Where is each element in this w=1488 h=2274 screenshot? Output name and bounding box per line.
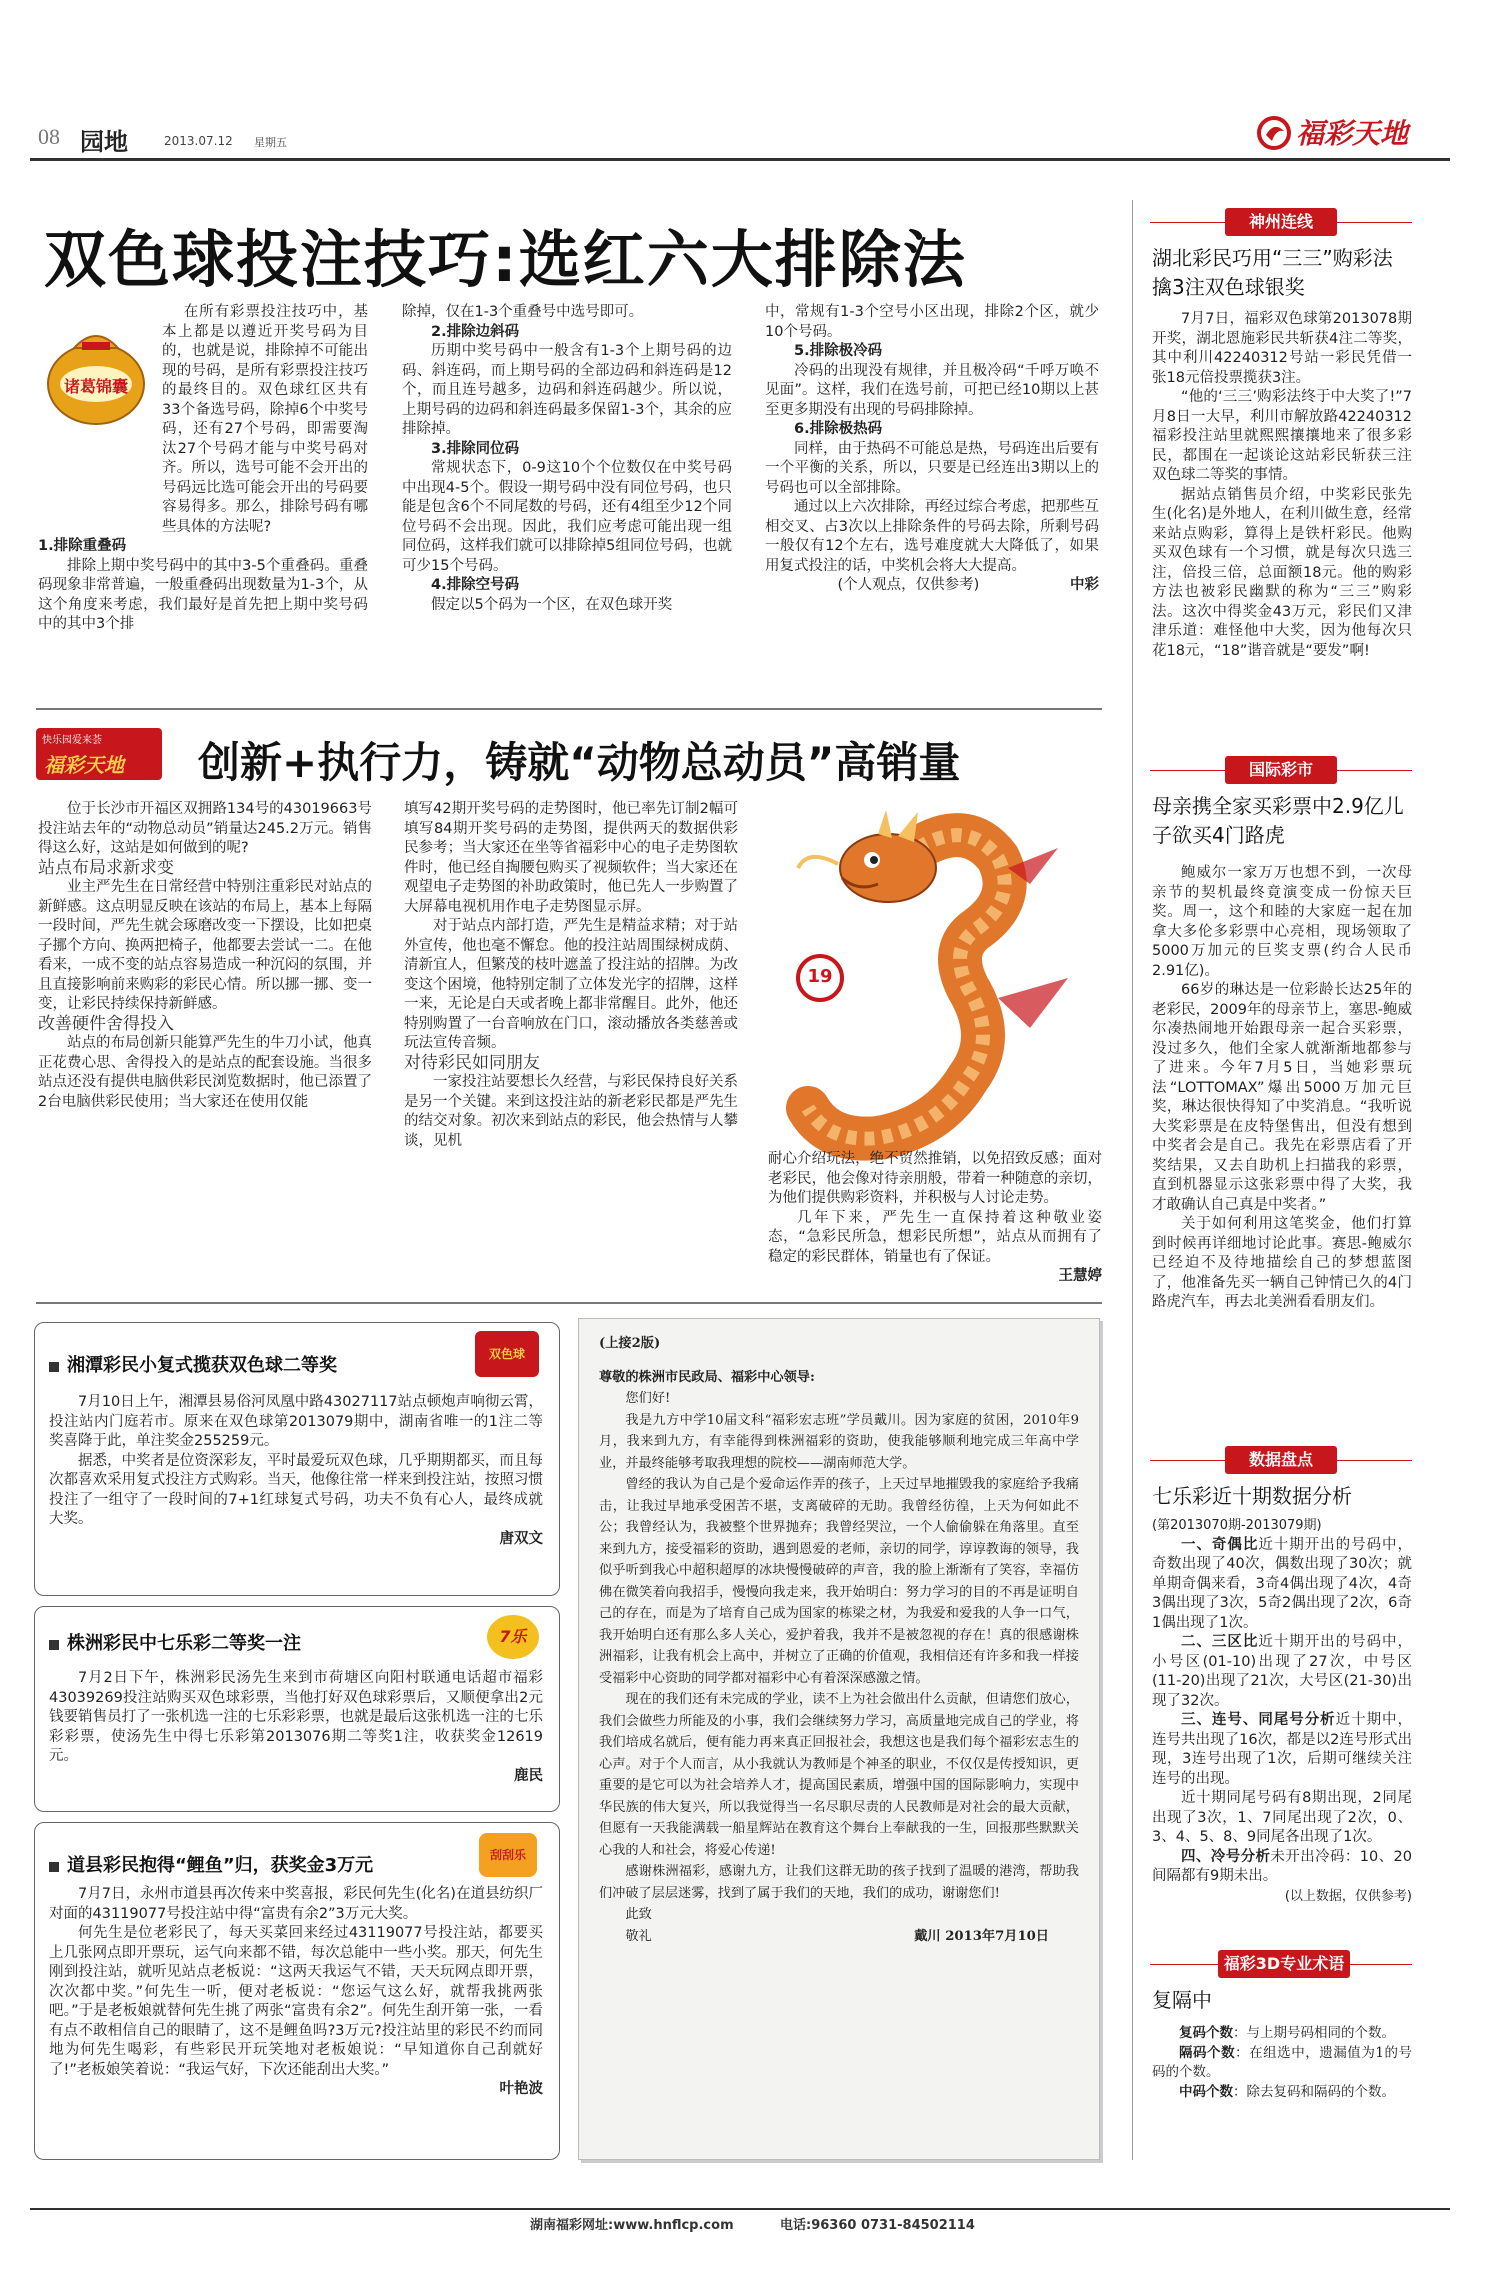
section-name: 园地 [80, 128, 128, 156]
tag-shenzhou: 神州连线 [1225, 208, 1337, 236]
box-daoxian-text2: 何先生是位老彩民了，每天买菜回来经过43119077号投注站，都要买上几张网点即开票玩，运气向来都不错，每次总能中一些小奖。那天，何先生刚到投注站，就听见站点老板说：“这两天我运气不错，天天玩网点即开票，次次都中奖。”何先生一听，便对老板说：“您运气这么好，就帮我挑两张吧。”于是老板娘就替何先生挑了两张“富贵有余2”。何先生刮开第一张，一看有点不敢相信自己的眼睛了，这不是鲤鱼吗?3万元?投注站里的彩民不约而同地为何先生喝彩，有些彩民开玩笑地对老板娘说：“早知道你自己刮就好了!”老板娘笑着说：“我运气好，下次还能刮出大奖。” [49, 1925, 543, 2078]
box-xiangtan [34, 1322, 560, 1596]
article2-author: 王慧婷 [1058, 1268, 1102, 1284]
article2-divider [36, 1302, 1102, 1304]
box-daoxian-title: 道县彩民抱得“鲤鱼”归，获奖金3万元 [67, 1855, 374, 1876]
s2-p2: 66岁的琳达是一位彩龄长达25年的老彩民，2009年的母亲节上，塞思-鲍威尔凑热闹地开始跟母亲一起合买彩票，没过多久，他们全家人就渐渐地都参与了进来。今年7月5日，当她彩票玩法“LOTTOMAX”爆出5000万加元巨奖，琳达很快得知了中奖消息。“我听说大奖彩票是在皮特堡售出，但没有想到中奖者会是自己。我先在彩票店看了开奖结果，又去自助机上扫描我的彩票，直到机器显示这张彩票中得了大奖，我才敢确认自己真是中奖者。” [1152, 982, 1412, 1213]
box-daoxian-text1: 7月7日，永州市道县再次传来中奖喜报，彩民何先生(化名)在道县纺织厂对面的43119077号投注站中得“富贵有余2”3万元大奖。 [49, 1886, 543, 1922]
s3-item-4-text: 近十期同尾号码有8期出现，2同尾出现了3次，1、7同尾出现了2次，0、3、4、5、8、9同尾各出现了1次。 [1152, 1790, 1412, 1845]
s3-item-1-text: 近十期开出的号码中，奇数出现了40次，偶数出现了30次；就单期奇偶来看，3奇4偶出现了4次，4奇3偶出现了3次，5奇2偶出现了2次，6奇1偶出现了1次。 [1152, 1536, 1413, 1631]
s4-item-3-label: 中码个数 [1179, 2083, 1233, 2100]
box-daoxian-author: 叶艳波 [499, 2081, 543, 2097]
letter-paragraph-4: 感谢株洲福彩，感谢九方，让我们这群无助的孩子找到了温暖的港湾，帮助我们冲破了层层迷雾，找到了属于我们的天地，我们的成功，谢谢您们! [599, 1864, 1079, 1901]
s3-title: 七乐彩近十期数据分析 [1152, 1484, 1352, 1508]
s4-item-3-text: ：除去复码和隔码的个数。 [1233, 2083, 1395, 2100]
box-xiangtan-author: 唐双文 [499, 1530, 543, 1547]
article2-col2-p2: 对于站点内部打造，严先生是精益求精；对于站外宣传，他也毫不懈怠。他的投注站周围绿树成荫、清新宜人，但繁茂的枝叶遮盖了投注站的招牌。为改变这个困境，他特别定制了立体发光字的招牌，这样一来，无论是白天或者晚上都非常醒目。此外，他还特别购置了一台音响放在门口，滚动播放各类慈善或玩法宣传音频。 [404, 918, 738, 1051]
s1-title: 湖北彩民巧用“三三”购彩法擒3注双色球银奖 [1152, 246, 1393, 299]
article1-col2-p1: 除掉，仅在1-3个重叠号中选号即可。 [402, 304, 644, 320]
box-daoxian [34, 1822, 560, 2160]
s1-p2: “他的‘三三’购彩法终于中大奖了!”7月8日一大早，利川市解放路42240312福彩投注站里就熙熙攘攘地来了很多彩民，都围在一起谈论这站彩民斩获三注双色球二等奖的事情。 [1152, 389, 1412, 483]
article1-note-text: (个人观点，仅供参考) [837, 577, 980, 593]
article1-intro: 在所有彩票投注技巧中，基本上都是以遵近开奖号码为目的，也就是说，排除掉不可能出现的号码，是所有彩票投注技巧的最终目的。双色球红区共有33个备选号码，除掉6个中奖号码，还有27个号码，即需要淘汰27个号码才能与中奖号码对齐。所以，选号可能不会开出的号码远比选可能会开出的号码要容易得多。那么，排除号码有哪些具体的方法呢? [162, 304, 368, 535]
s4-item-2 [1152, 2044, 1412, 2083]
s2-title: 母亲携全家买彩票中2.9亿儿子欲买4门路虎 [1152, 794, 1404, 847]
s4-item-2-label: 隔码个数 [1179, 2044, 1236, 2061]
tag-guoji: 国际彩市 [1225, 756, 1337, 784]
s3-item-5 [1152, 1848, 1412, 1887]
box-zhuzhou-body [49, 1669, 543, 1786]
article1-col3-p2: 冷码的出现没有规律，并且极冷码“千呼万唤不见面”。这样，我们在选号前，可把已经10期以上甚至更多期没有出现的号码排除掉。 [765, 362, 1099, 418]
s4-item-1-text: ：与上期号码相同的个数。 [1233, 2025, 1395, 2041]
article1-note [765, 576, 1099, 596]
s3-item-5-label: 四、冷号分析 [1181, 1848, 1271, 1865]
tag-3d-terms: 福彩3D专业术语 [1218, 1950, 1350, 1978]
happy-garden-logo [36, 728, 162, 780]
box-daoxian-title-row [49, 1851, 373, 1877]
article1-col2-p4: 假定以5个码为一个区，在双色球开奖 [431, 596, 673, 613]
s3-item-2-label: 二、三区比 [1181, 1634, 1259, 1650]
article1-col2-p2: 历期中奖号码中一般含有1-3个上期号码的边码、斜连码，而上期号码的全部边码和斜连码是12个，而且连号越多，边码和斜连码越少。所以说，上期号码的边码和斜连码最多保留1-3个，其余的应排除掉。 [402, 343, 732, 437]
footer-phone: 电话:96360 0731-84502114 [780, 2218, 975, 2233]
letter-signature: 戴川 2013年7月10日 [914, 1928, 1049, 1944]
letter-paragraph-3: 现在的我们还有未完成的学业，读不上为社会做出什么贡献，但请您们放心，我们会做些力所能及的小事，我们会继续努力学习，高质量地完成自己的学业，将我们培成名就后，便有能力再来真正回报社会，我想这也是我们每个福彩宏志生的心声。对于个人而言，从小我就认为教师是个神圣的职业，不仅仅是传授知识，更重要的是它可以为社会培养人才，提高国民素质，增强中国的国际影响力，实现中华民族的伟大复兴，所以我觉得当一名尽职尽责的人民教师是对社会的最大贡献，但愿有一天我能满载一船星辉站在教育这个舞台上奉献我的一生，回报那些默默关心我的人和社会，将爱心传递! [599, 1692, 1079, 1858]
box-xiangtan-title-row [49, 1351, 337, 1377]
box-daoxian-body [49, 1885, 543, 2100]
box-xiangtan-body [49, 1393, 543, 1549]
thank-you-letter [578, 1318, 1100, 2160]
article-divider [36, 708, 1102, 710]
article1-col3-p4: 通过以上六次排除，再经过综合考虑，把那些互相交叉、占3次以上排除条件的号码去除，所剩号码一般仅有12个左右，选号难度就大大降低了，如果用复式投注的话，中奖机会将大大提高。 [765, 499, 1099, 574]
box-zhuzhou-text: 7月2日下午，株洲彩民汤先生来到市荷塘区向阳村联通电话超市福彩43039269投注站购买双色球彩票，当他打好双色球彩票后，又顺便拿出2元钱要销售员打了一张机选一注的七乐彩彩票，也就是最后这张机选一注的七乐彩彩票，使汤先生中得七乐彩第2013076期二等奖1注，收获奖金12619元。 [49, 1670, 543, 1764]
letter-paragraph-2: 曾经的我认为自己是个爱命运作弄的孩子，上天过早地摧毁我的家庭给予我痛击，让我过早地承受困苦不堪，支离破碎的无助。我曾经彷徨，上天为何如此不公；我曾经认为，我被整个世界抛弃；我曾经哭泣，一个人偷偷躲在角落里。直至来到九方，接受福彩的资助，遇到恩爱的老师，亲切的同学，谆谆教诲的领导，我似乎听到我心中超积超厚的冰块慢慢破碎的声音，我的脸上渐渐有了笑容，幸福仿佛在微笑着向我招手，慢慢向我走来，我开始明白：努力学习的目的不再是证明自己的存在，而是为了培育自己成为国家的栋梁之材，为我爱和爱我的人争一口气，我开始明白还有那么多人关心，爱护着我，我并不是被忽视的存在！真的很感谢株洲福彩，让我有机会上高中，并树立了正确的价值观，我相信还有许多和我一样接受福彩中心资助的同学都对福彩中心有着深深感激之情。 [599, 1477, 1079, 1686]
article2-heading1: 站点布局求新求变 [38, 857, 174, 878]
s1-body [1152, 310, 1412, 661]
issue-date: 2013.07.12 [164, 134, 233, 148]
article1-col2 [402, 303, 732, 615]
article1-sub4: 4.排除空号码 [431, 577, 520, 593]
s4-title: 复隔中 [1152, 1988, 1212, 2012]
article1-sub2: 2.排除边斜码 [431, 323, 520, 340]
s3-body [1152, 1516, 1412, 1906]
s3-item-2-text: 近十期开出的号码中，小号区(01-10)出现了27次，中号区(11-20)出现了21次，大号区(21-30)出现了32次。 [1152, 1634, 1413, 1709]
article2-col1-p1: 位于长沙市开福区双拥路134号的43019663号投注站去年的“动物总动员”销量达245.2万元。销售得这么好，这站是如何做到的呢? [38, 801, 372, 856]
article2-heading3: 对待彩民如同朋友 [404, 1052, 540, 1073]
box-zhuzhou-title-row [49, 1629, 301, 1655]
guaguale-badge: 刮刮乐 [479, 1833, 537, 1877]
article2-col2 [404, 800, 738, 1151]
happy-garden-logo-top: 快乐园爱来荟 [42, 735, 102, 746]
s3-item-2 [1152, 1633, 1412, 1711]
footer-rule [30, 2208, 1450, 2210]
box-xiangtan-text1: 7月10日上午，湘潭县易俗河凤凰中路43027117站点顿炮声响彻云霄，投注站内门庭若市。原来在双色球第2013079期中，湖南省唯一的1注二等奖喜降于此，单注奖金255259元。 [49, 1394, 543, 1449]
happy-garden-logo-main: 福彩天地 [44, 753, 124, 777]
s4-item-3 [1152, 2083, 1412, 2103]
article2-col3-p1: 耐心介绍玩法，绝不贸然推销，以免招致反感；面对老彩民，他会像对待亲朋般，带着一种随意的亲切，为他们提供购彩资料，并积极与人讨论走势。 [768, 1151, 1102, 1206]
s4-body [1152, 2024, 1412, 2102]
article1-col1-p2: 排除上期中奖号码中的其中3-5个重叠码。重叠码现象非常普遍，一般重叠码出现数量为1-3个，从这个角度来考虑，我们最好是首先把上期中奖号码中的其中3个排 [38, 557, 368, 632]
s3-item-5-text: 未开出冷码：10、20间隔都有9期未出。 [1152, 1848, 1413, 1884]
right-column-rule [1132, 200, 1133, 2160]
letter-closing1: 此致 [625, 1907, 652, 1922]
box-xiangtan-title: 湘潭彩民小复式揽获双色球二等奖 [67, 1355, 337, 1376]
article1-sub6: 6.排除极热码 [794, 421, 883, 437]
letter-closing2: 敬礼 [625, 1928, 652, 1944]
issue-weekday: 星期五 [254, 136, 287, 149]
article1-sub1: 1.排除重叠码 [38, 538, 127, 554]
letter-closing-row [599, 1926, 1079, 1948]
article1-col3-p3: 同样，由于热码不可能总是热，号码连出后要有一个平衡的关系，所以，只要是已经连出3期以上的号码也可以全部排除。 [765, 440, 1099, 496]
bullet-icon [49, 1362, 59, 1372]
article2-col3 [768, 1150, 1102, 1287]
s3-note: (以上数据，仅供参考) [1284, 1888, 1412, 1904]
letter-salutation: 尊敬的株洲市民政局、福彩中心领导: [599, 1369, 815, 1385]
box-zhuzhou-title: 株洲彩民中七乐彩二等奖一注 [67, 1633, 301, 1654]
article2-col3-p2: 几年下来，严先生一直保持着这种敬业姿态，“急彩民所急，想彩民所想”，站点从而拥有了稳定的彩民群体，销量也有了保证。 [768, 1209, 1102, 1265]
article1-col2-p3: 常规状态下，0-9这10个个位数仅在中奖号码中出现4-5个。假设一期号码中没有同位号码，也只能是包含6个不同尾数的号码，还有4组至少12个同位号码不会出现。因此，我们应考虑可能出现一组同位码，这样我们就可以排除掉5组同位号码，也就可少15个号码。 [402, 460, 732, 574]
article2-title: 创新+执行力，铸就“动物总动员”高销量 [198, 738, 961, 787]
article1-sub3: 3.排除同位码 [431, 440, 520, 457]
article2-col2-p1: 填写42期开奖号码的走势图时，他已率先订制2幅可填写84期开奖号码的走势图，提供两天的数据供彩民参考；当大家还在坐等省福彩中心的电子走势图软件时，他已经自掏腰包购买了视频软件；当大家还在观望电子走势图的补助政策时，他已先人一步购置了大屏幕电视机用作电子走势图显示屏。 [404, 801, 738, 915]
s3-item-3-text: 近十期中，连号共出现了16次，都是以2连号形式出现，3连号出现了1次，后期可继续关注连号的出现。 [1152, 1712, 1413, 1787]
ssq-badge: 双色球 [475, 1331, 539, 1377]
zhuge-badge-text: 诸葛锦囊 [63, 377, 128, 396]
box-zhuzhou-author: 鹿民 [514, 1767, 543, 1784]
header-rule [30, 158, 1450, 161]
s3-item-3 [1152, 1711, 1412, 1789]
qile-badge: 7乐 [487, 1615, 539, 1659]
s1-p3: 据站点销售员介绍，中奖彩民张先生(化名)是外地人，在利川做生意，经常来站点购彩，算得上是铁杆彩民。他购买双色球有一个习惯，就是每次只选三注，倍投三倍，总面额18元。他的购彩方法也被彩民幽默的称为“三三”购彩法。这次中得奖金43万元，彩民们又津津乐道：难怪他中大奖，因为他每次只花18元，“18”谐音就是“要发”啊! [1152, 486, 1412, 659]
s3-item-3-label: 三、连号、同尾号分析 [1181, 1712, 1336, 1728]
article2-heading2: 改善硬件舍得投入 [38, 1013, 174, 1034]
article1-col1 [38, 303, 368, 635]
bullet-icon [49, 1862, 59, 1872]
s3-item-1-label: 一、奇偶比 [1181, 1536, 1259, 1553]
s4-item-1 [1152, 2024, 1412, 2044]
article2-col2-p3: 一家投注站要想长久经营，与彩民保持良好关系是另一个关键。来到这投注站的新老彩民都是严先生的结交对象。初次来到站点的彩民，他会热情与人攀谈，见机 [404, 1074, 738, 1149]
article2-col1 [38, 800, 372, 1112]
footer-site: 湖南福彩网址:www.hnflcp.com [530, 2218, 734, 2233]
s1-p1: 7月7日，福彩双色球第2013078期开奖，湖北恩施彩民共斩获4注二等奖，其中利川42240312号站一彩民凭借一张18元倍投票揽获3注。 [1152, 311, 1412, 386]
article2-col1-p2: 业主严先生在日常经营中特别注重彩民对站点的新鲜感。这点明显反映在该站的布局上，基本上每隔一段时间，严先生就会琢磨改变一下摆设，比如把桌子挪个方向、换两把椅子，他都要去尝试一二。在他看来，一成不变的站点容易造成一种沉闷的氛围，并且直接影响前来购彩的彩民心情。所以挪一挪、变一变，让彩民持续保持新鲜感。 [38, 879, 372, 1012]
tag-shuju: 数据盘点 [1225, 1446, 1337, 1474]
s2-body [1152, 864, 1412, 1313]
article1-sub5: 5.排除极冷码 [794, 343, 883, 359]
article1-col3 [765, 303, 1099, 596]
brand-logo-icon [1256, 115, 1292, 151]
dragon-illustration [768, 808, 1102, 1168]
bullet-icon [49, 1640, 59, 1650]
s2-p1: 鲍威尔一家万万也想不到，一次母亲节的契机最终竟演变成一份惊天巨奖。周一，这个和睦的大家庭一起在加拿大多伦多彩票中心亮相，现场领取了5000万加元的巨奖支票(约合人民币2.91亿)。 [1152, 865, 1412, 979]
page-number: 08 [38, 124, 60, 149]
s3-item-4 [1152, 1789, 1412, 1848]
letter-paragraph-1: 我是九方中学10届文科“福彩宏志班”学员戴川。因为家庭的贫困，2010年9月，我来到九方，有幸能得到株洲福彩的资助，使我能够顺利地完成三年高中学业，并最终能够考取我理想的院校——湖南师范大学。 [599, 1412, 1079, 1471]
letter-continued: (上接2版) [599, 1336, 661, 1351]
box-zhuzhou [34, 1606, 560, 1812]
letter-body [579, 1319, 1099, 1961]
s2-p3: 关于如何利用这笔奖金，他们打算到时候再详细地讨论此事。赛思-鲍威尔已经迫不及待地描绘自己的梦想蓝图了，他准备先买一辆自己钟情已久的4门路虎汽车，再去北美洲看看朋友们。 [1152, 1216, 1412, 1310]
s3-range: (第2013070期-2013079期) [1152, 1518, 1322, 1533]
s4-item-1-label: 复码个数 [1179, 2025, 1233, 2041]
s4-item-2-text: ：在组选中，遗漏值为1的号码的个数。 [1152, 2044, 1413, 2080]
article1-col3-p1: 中，常规有1-3个空号小区出现，排除2个区，就少10个号码。 [765, 304, 1099, 340]
article2-col1-p3: 站点的布局创新只能算严先生的牛刀小试，他真正花费心思、舍得投入的是站点的配套设施。当很多站点还没有提供电脑供彩民浏览数据时，他已添置了2台电脑供彩民使用；当大家还在使用仅能 [38, 1035, 372, 1110]
article1-author: 中彩 [1070, 577, 1099, 593]
dragon-ball-number: 19 [807, 966, 833, 987]
s3-item-1 [1152, 1536, 1412, 1634]
letter-greeting: 您们好! [625, 1391, 671, 1406]
brand-name: 福彩天地 [1296, 117, 1409, 150]
box-xiangtan-text2: 据悉，中奖者是位资深彩友，平时最爱玩双色球，几乎期期都买，而且每次都喜欢采用复式投注方式购彩。当天，他像往常一样来到投注站，按照习惯投注了一组守了一段时间的7+1红球复式号码，功夫不负有心人，最终成就大奖。 [49, 1452, 543, 1527]
article1-title: 双色球投注技巧:选红六大排除法 [44, 223, 967, 296]
